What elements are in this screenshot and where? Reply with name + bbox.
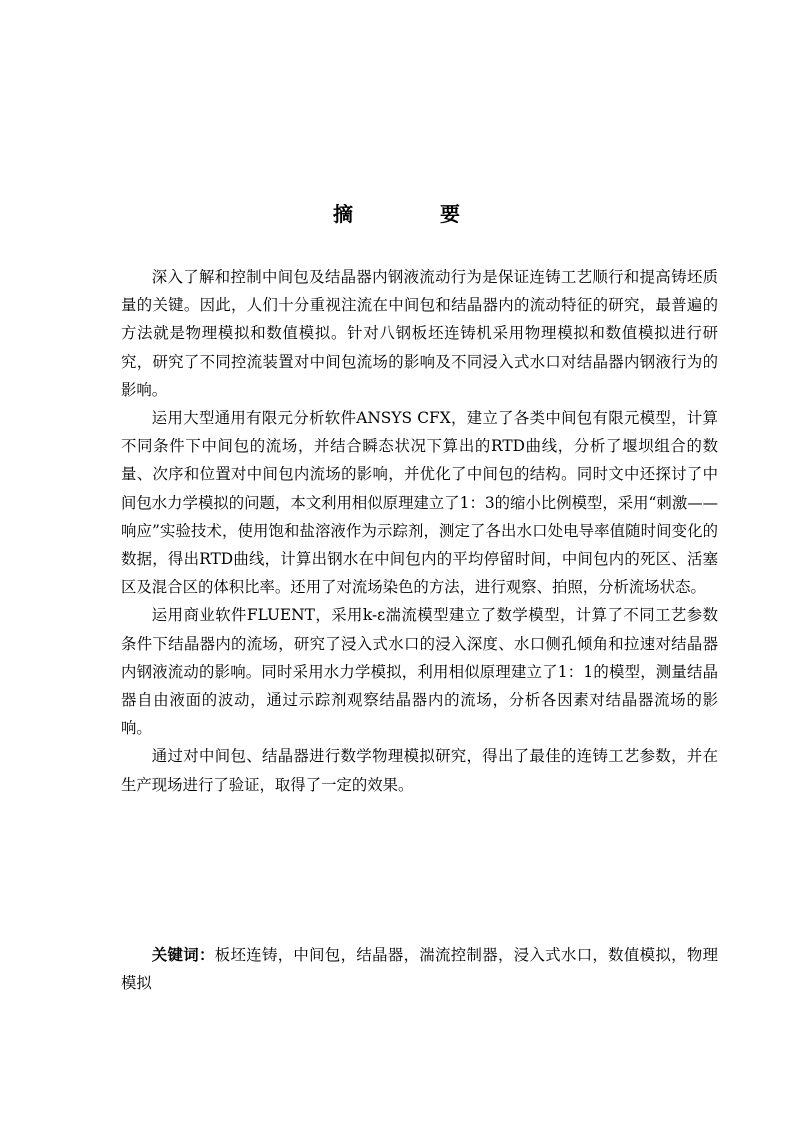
abstract-paragraph-2: 运用大型通用有限元分析软件ANSYS CFX，建立了各类中间包有限元模型，计算不同条件下中间包的流场，并结合瞬态状况下算出的RTD曲线，分析了堰坝组合的数量、次序和位置对中间包内流场的影响，并优化了中间包的结构。同时文中还探讨了中间包水力学模拟的问题，本文利用相似原理建立了1：3的缩小比例模型，采用“刺激——响应”实验技术，使用饱和盐溶液作为示踪剂，测定了各出水口处电导率值随时间变化的数据，得出RTD曲线，计算出钢水在中间包内的平均停留时间，中间包内的死区、活塞区及混合区的体积比率。还用了对流场染色的方法，进行观察、拍照，分析流场状态。 <box>121 409 718 597</box>
abstract-paragraph-1: 深入了解和控制中间包及结晶器内钢液流动行为是保证连铸工艺顺行和提高铸坯质量的关键。因此，人们十分重视注流在中间包和结晶器内的流动特征的研究，最普遍的方法就是物理模拟和数值模拟。针对八钢板坯连铸机采用物理模拟和数值模拟进行研究，研究了不同控流装置对中间包流场的影响及不同浸入式水口对结晶器内钢液行为的影响。 <box>121 268 718 399</box>
keywords-section <box>121 941 718 997</box>
keywords-label: 关键词： <box>151 946 215 964</box>
abstract-paragraph-4: 通过对中间包、结晶器进行数学物理模拟研究，得出了最佳的连铸工艺参数，并在生产现场进行了验证，取得了一定的效果。 <box>121 747 718 794</box>
keywords-text: 板坯连铸，中间包，结晶器，湍流控制器，浸入式水口，数值模拟，物理模拟 <box>121 946 718 993</box>
page-title: 摘 要 <box>333 202 500 226</box>
abstract-body <box>121 263 718 799</box>
abstract-paragraph-3: 运用商业软件FLUENT，采用k-ε湍流模型建立了数学模型，计算了不同工艺参数条件下结晶器内的流场，研究了浸入式水口的浸入深度、水口侧孔倾角和拉速对结晶器内钢液流动的影响。同时采用水力学模拟，利用相似原理建立了1：1的模型，测量结晶器自由液面的波动，通过示踪剂观察结晶器内的流场，分析各因素对结晶器流场的影响。 <box>121 606 718 738</box>
